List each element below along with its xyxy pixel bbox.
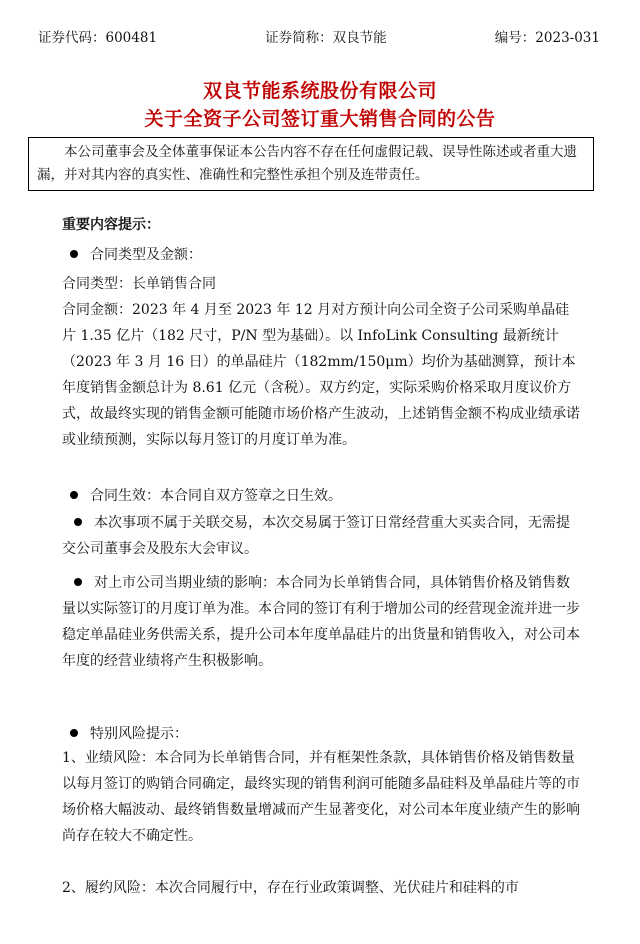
performance-risk-paragraph: 1、业绩风险：本合同为长单销售合同，并有框架性条款，具体销售价格及销售数量以每月签订的购销合同确定，最终实现的销售利润可能随多晶硅料及单晶硅片等的市场价格大幅波动、最终销售数量增减而产生显著变化，对公司本年度业绩产生的影响尚存在较大不确定性。 — [62, 750, 580, 844]
performance-impact-paragraph — [62, 570, 580, 674]
bullet-risk-heading — [62, 723, 188, 743]
contract-effective-text: 合同生效：本合同自双方签章之日生效。 — [90, 488, 342, 504]
risk-heading: 特别风险提示： — [90, 726, 188, 742]
stock-name: 证券简称：双良节能 — [265, 30, 387, 46]
contract-type: 合同类型：长单销售合同 — [62, 276, 216, 292]
board-statement-box: 本公司董事会及全体董事保证本公告内容不存在任何虚假记载、误导性陈述或者重大遗漏，并对其内容的真实性、准确性和完整性承担个别及连带责任。 — [28, 137, 594, 191]
performance-risk-item2: 2、履约风险：本次合同履行中，存在行业政策调整、光伏硅片和硅料的市 — [62, 880, 519, 896]
company-title: 双良节能系统股份有限公司 — [202, 80, 437, 102]
bullet-dot-icon — [74, 518, 82, 526]
bullet-dot-icon — [70, 491, 78, 499]
contract-amount-paragraph: 合同金额：2023 年 4 月至 2023 年 12 月对方预计向公司全资子公司采购单晶硅片 1.35 亿片（182 尺寸，P/N 型为基础）。以 InfoLink Consulting 最新统计（2023 年 3 月 16 日）的单晶硅片（182mm/150μm）均价为基础测算，预计本年度销售金额总计为 8.61 亿元（含税）。双方约定，实际采购价格采取月度议价方式，故最终实现的销售金额可能随市场价格产生波动，上述销售金额不构成业绩承诺或业绩预测，实际以每月签订的月度订单为准。 — [62, 302, 580, 448]
document-header — [38, 26, 600, 46]
related-transaction-text: 本次事项不属于关联交易，本次交易属于签订日常经营重大买卖合同，无需提交公司董事会及股东大会审议。 — [62, 515, 570, 557]
announcement-title: 关于全资子公司签订重大销售合同的公告 — [144, 108, 496, 130]
contract-type-amount-label: 合同类型及金额： — [90, 247, 202, 263]
bullet-dot-icon — [74, 578, 82, 586]
performance-impact-text: 对上市公司当期业绩的影响：本合同为长单销售合同，具体销售价格及销售数量以实际签订的月度订单为准。本合同的签订有利于增加公司的经营现金流并进一步稳定单晶硅业务供需关系，提升公司本年度单晶硅片的出货量和销售收入，对公司本年度的经营业绩将产生积极影响。 — [62, 575, 580, 669]
stock-code: 证券代码：600481 — [38, 30, 158, 46]
bullet-dot-icon — [70, 729, 78, 737]
related-transaction-paragraph — [62, 510, 580, 562]
bullet-contract-effective — [62, 485, 342, 505]
bullet-dot-icon — [70, 250, 78, 258]
bullet-contract-type-amount — [62, 244, 202, 264]
serial-number: 编号：2023-031 — [494, 30, 600, 46]
important-heading: 重要内容提示： — [62, 217, 160, 233]
